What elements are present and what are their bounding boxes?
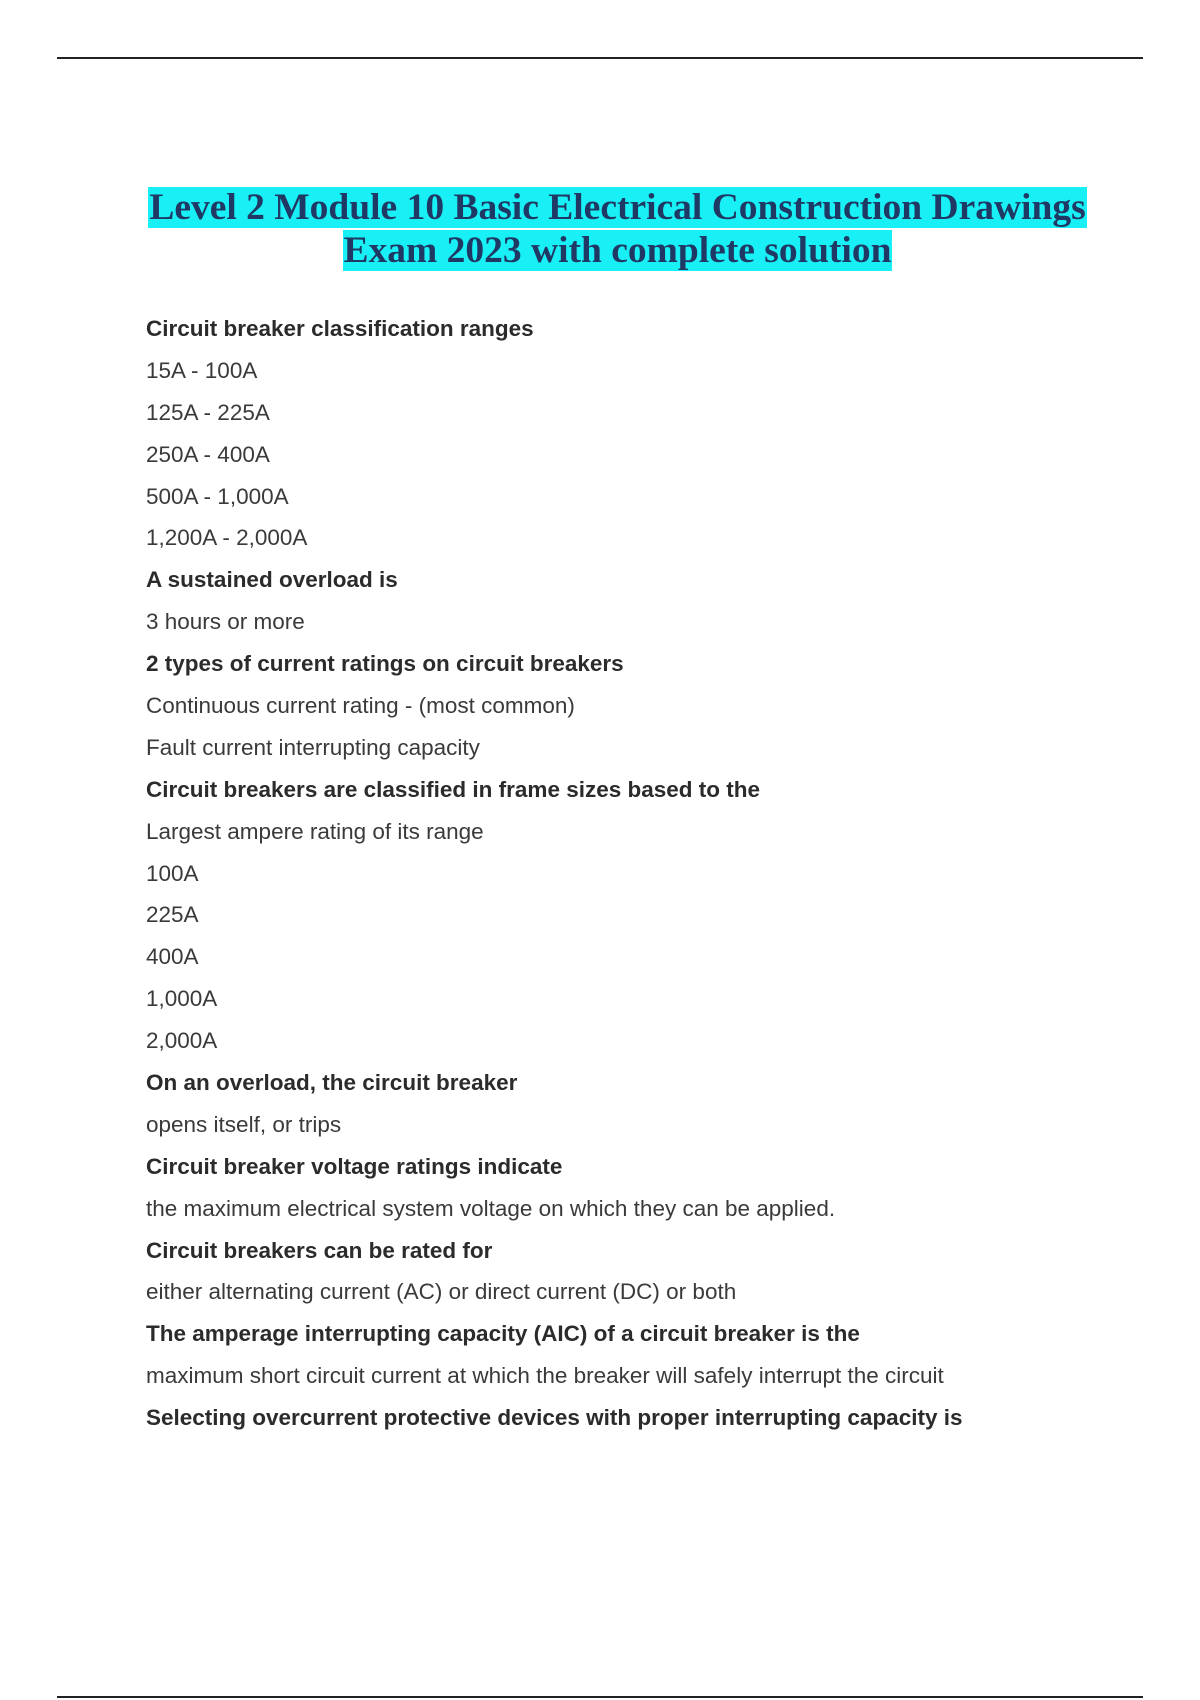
answer: 125A - 225A [146,399,270,425]
question: Circuit breakers are classified in frame sizes based to the [146,776,761,802]
question: Selecting overcurrent protective devices with proper interrupting capacity is [146,1405,963,1431]
question: A sustained overload is [146,567,398,593]
answer: 1,000A [146,986,218,1012]
title-line-2: Exam 2023 with complete solution [343,230,892,271]
question: Circuit breaker classification ranges [146,316,534,341]
answer: opens itself, or trips [146,1111,342,1137]
title-line-1: Level 2 Module 10 Basic Electrical Construction Drawings [149,187,1086,228]
answer: 3 hours or more [146,609,305,635]
answer: either alternating current (AC) or direct current (DC) or both [146,1279,737,1305]
answer: Largest ampere rating of its range [146,818,484,844]
answer: Fault current interrupting capacity [146,734,480,760]
document-title [0,186,1200,272]
answer: Continuous current rating - (most common) [146,693,575,719]
question: 2 types of current ratings on circuit breakers [146,651,624,677]
answer: 100A [146,860,199,886]
answer: 400A [146,944,199,970]
answer: 1,200A - 2,000A [146,525,308,551]
answer: 500A - 1,000A [146,483,289,509]
question: The amperage interrupting capacity (AIC) of a circuit breaker is the [146,1321,860,1347]
answer: 225A [146,902,199,928]
question: On an overload, the circuit breaker [146,1070,518,1096]
answer: 15A - 100A [146,357,258,383]
question: Circuit breaker voltage ratings indicate [146,1153,563,1179]
qa-content [146,308,1126,1439]
answer: 2,000A [146,1028,218,1054]
answer: maximum short circuit current at which the breaker will safely interrupt the circuit [146,1363,944,1389]
top-rule [57,57,1143,59]
question: Circuit breakers can be rated for [146,1237,493,1263]
bottom-rule [57,1696,1143,1698]
answer: 250A - 400A [146,441,270,467]
answer: the maximum electrical system voltage on which they can be applied. [146,1195,836,1221]
